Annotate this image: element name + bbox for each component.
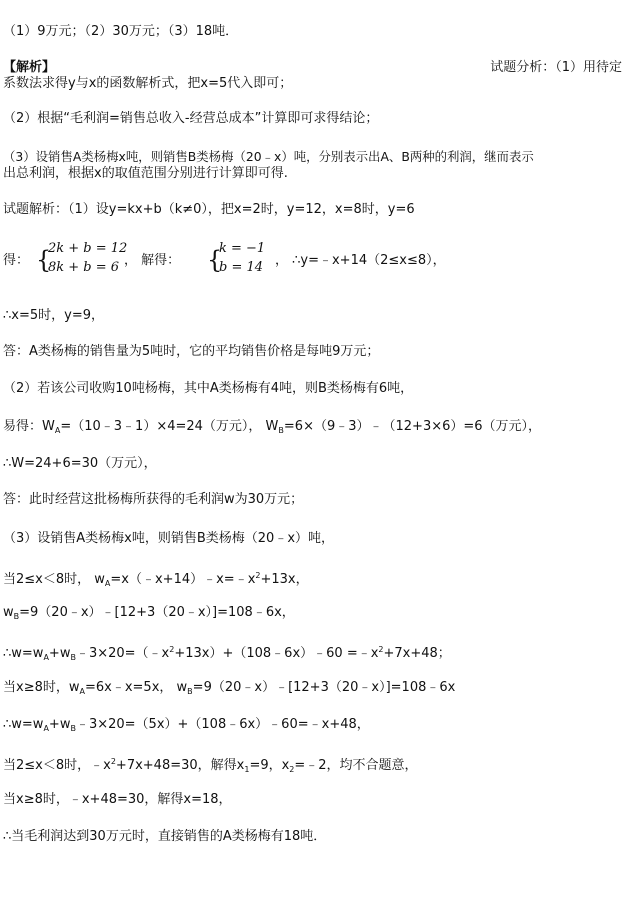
w1-part-a: ﹣3×20=（﹣x (75, 646, 170, 661)
analysis-right-text: 试题分析：（1）用待定 (490, 60, 622, 75)
e1-subscript-2: 2 (289, 765, 295, 774)
w2-subscript-a: A (43, 724, 49, 733)
e1-mid: +7x+48=30，解得x (115, 758, 245, 773)
wa-rest: =（10﹣3﹣1）×4=24（万元）， W (60, 419, 279, 434)
case-1-mid: =x（﹣x+14）﹣x=﹣x (110, 572, 256, 587)
case-2-w-line (3, 716, 626, 738)
equation-2-bottom: b = 14 (219, 260, 264, 275)
analysis-line-2: （2）根据“毛利润=销售总收入-经营总成本”计算即可求得结论； (3, 111, 379, 126)
case-2-subscript-b: B (187, 687, 193, 696)
case-2-end: =9（20﹣x）﹣[12+3（20﹣x）]=108﹣6x (192, 680, 456, 695)
therefore-y-line: ， ∴y=﹣x+14（2≤x≤8）， (275, 253, 446, 268)
w2-subscript-b: B (70, 724, 76, 733)
w2-rest: ﹣3×20=（5x）+（108﹣6x）﹣60=﹣x+48， (75, 717, 370, 732)
equation-system-1 (36, 240, 132, 280)
answer-2-line: 答：此时经营这批杨梅所获得的毛利润w为30万元； (3, 492, 304, 507)
w1-superscript-2: 2 (378, 645, 384, 654)
case-1-prefix: 当2≤x＜8时， w (3, 572, 105, 587)
wb1-rest: =9（20﹣x）﹣[12+3（20﹣x）]=108﹣6x， (19, 605, 295, 620)
wb1-prefix: w (3, 605, 14, 620)
final-answer-line: ∴当毛利润达到30万元时，直接销售的A类杨梅有18吨． (3, 829, 327, 844)
case-2-line (3, 679, 626, 701)
w1-prefix: ∴w=w (3, 646, 44, 661)
case-1-superscript: 2 (255, 571, 261, 580)
case-1-wb-line (3, 604, 626, 626)
x5-line: ∴x=5时，y=9， (3, 308, 104, 323)
solution-line-1: 试题解析：（1）设y=kx+b（k≠0），把x=2时，y=12，x=8时，y=6 (3, 202, 415, 217)
case-1-wa-line (3, 567, 626, 593)
w1-subscript-b: B (70, 653, 76, 662)
wb1-subscript: B (13, 612, 20, 621)
part-3-line: （3）设销售A类杨梅x吨，则销售B类杨梅（20﹣x）吨， (3, 531, 335, 546)
brace-icon: { (36, 246, 52, 274)
w1-plus: +w (48, 646, 71, 661)
wa-wb-line (3, 418, 626, 440)
answer-line: （1）9万元；（2）30万元；（3）18吨． (3, 24, 239, 39)
equation-2-top: k = −1 (219, 241, 266, 256)
equation-case-2-line: 当x≥8时，﹣x+48=30，解得x=18， (3, 792, 232, 807)
e1-prefix: 当2≤x＜8时，﹣x (3, 758, 111, 773)
case-1-w-line (3, 641, 626, 667)
wb-subscript: B (278, 426, 284, 435)
analysis-tag: 【解析】 (3, 60, 56, 75)
case-1-end: +13x， (260, 572, 309, 587)
w2-plus: +w (48, 717, 71, 732)
case-2-prefix: 当x≥8时，w (3, 680, 80, 695)
wb-rest: =6×（9﹣3）﹣（12+3×6）=6（万元）， (283, 419, 542, 434)
e1-superscript: 2 (110, 757, 116, 766)
e1-end: =﹣2，均不合题意， (294, 758, 418, 773)
case-2-mid: =6x﹣x=5x， w (84, 680, 188, 695)
jiede-label: ， 解得： (124, 253, 181, 268)
analysis-line-1: 系数法求得y与x的函数解析式，把x=5代入即可； (3, 76, 293, 91)
w1-subscript-a: A (43, 653, 49, 662)
wa-subscript: A (54, 426, 61, 435)
analysis-line-3a: （3）设销售A类杨梅x吨，则销售B类杨梅（20﹣x）吨，分别表示出A、B两种的利润，继而表示 (3, 149, 534, 164)
de-label: 得： (3, 253, 30, 268)
e1-mid-2: =9，x (249, 758, 290, 773)
equation-1-bottom: 8k + b = 6 (48, 260, 120, 275)
wa-prefix: 易得：W (3, 419, 55, 434)
analysis-line-3b: 出总利润，根据x的取值范围分别进行计算即可得. (3, 166, 288, 181)
brace-icon: { (207, 246, 223, 274)
w-total-line: ∴W=24+6=30（万元）， (3, 456, 157, 471)
case-1-subscript: A (104, 579, 111, 588)
e1-subscript-1: 1 (244, 765, 250, 774)
answer-1-line: 答：A类杨梅的销售量为5吨时，它的平均销售价格是每吨9万元； (3, 344, 380, 359)
case-2-subscript-a: A (79, 687, 85, 696)
w1-part-b: +13x）+（108﹣6x）﹣60 =﹣x (174, 646, 379, 661)
w1-part-c: +7x+48； (383, 646, 451, 661)
equation-1-top: 2k + b = 12 (48, 241, 128, 256)
w2-prefix: ∴w=w (3, 717, 44, 732)
w1-superscript-1: 2 (169, 645, 175, 654)
part-2-line: （2）若该公司收购10吨杨梅，其中A类杨梅有4吨，则B类杨梅有6吨， (3, 381, 414, 396)
equation-case-1-line (3, 753, 626, 779)
